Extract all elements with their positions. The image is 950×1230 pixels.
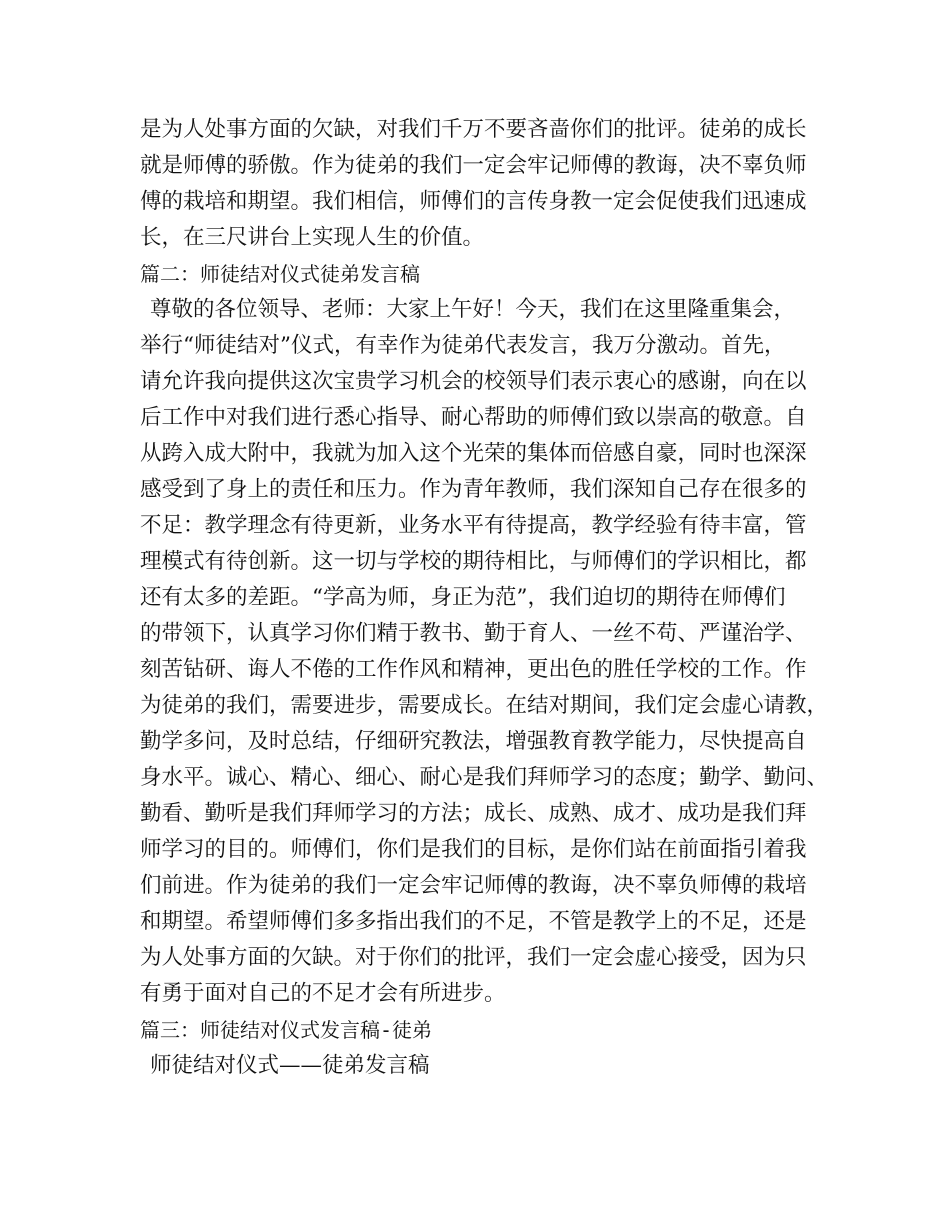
- document-body: [140, 112, 830, 1084]
- text-line: 有勇于面对自己的不足才会有所进步。: [140, 981, 506, 1006]
- text-line: 为徒弟的我们，需要进步，需要成长。在结对期间，我们定会虚心请教，: [140, 693, 829, 718]
- text-line: 身水平。诚心、精心、细心、耐心是我们拜师学习的态度；勤学、勤问、: [140, 765, 829, 790]
- text-line: 理模式有待创新。这一切与学校的期待相比，与师傅们的学识相比，都: [140, 549, 807, 574]
- text-line: 后工作中对我们进行悉心指导、耐心帮助的师傅们致以崇高的敬意。自: [140, 405, 807, 430]
- paragraph-continued: [140, 112, 830, 256]
- text-line: 不足：教学理念有待更新，业务水平有待提高，教学经验有待丰富，管: [140, 513, 807, 538]
- text-line: 刻苦钻研、诲人不倦的工作作风和精神，更出色的胜任学校的工作。作: [140, 657, 807, 682]
- section-heading-3: 篇三：师徒结对仪式发言稿-徒弟: [140, 1018, 433, 1042]
- text-line: 勤学多问，及时总结，仔细研究教法，增强教育教学能力，尽快提高自: [140, 729, 807, 754]
- text-line: 尊敬的各位领导、老师：大家上午好！今天，我们在这里隆重集会，: [150, 297, 796, 322]
- text-line: 长，在三尺讲台上实现人生的价值。: [140, 225, 485, 250]
- text-line: 师学习的目的。师傅们，你们是我们的目标，是你们站在前面指引着我: [140, 837, 807, 862]
- section-subheading-3: 师徒结对仪式——徒弟发言稿: [150, 1053, 430, 1078]
- text-line: 就是师傅的骄傲。作为徒弟的我们一定会牢记师傅的教诲，决不辜负师: [140, 153, 807, 178]
- text-line: 还有太多的差距。“学高为师，身正为范”，我们迫切的期待在师傅们: [140, 585, 786, 610]
- text-line: 从跨入成大附中，我就为加入这个光荣的集体而倍感自豪，同时也深深: [140, 441, 807, 466]
- text-line: 勤看、勤听是我们拜师学习的方法；成长、成熟、成才、成功是我们拜: [140, 801, 807, 826]
- text-line: 感受到了身上的责任和压力。作为青年教师，我们深知自己存在很多的: [140, 477, 807, 502]
- text-line: 举行“师徒结对”仪式，有幸作为徒弟代表发言，我万分激动。首先，: [140, 333, 786, 358]
- text-line: 请允许我向提供这次宝贵学习机会的校领导们表示衷心的感谢，向在以: [140, 369, 807, 394]
- paragraph-2: [140, 292, 830, 1012]
- text-line: 傅的栽培和期望。我们相信，师傅们的言传身教一定会促使我们迅速成: [140, 189, 807, 214]
- text-line: 为人处事方面的欠缺。对于你们的批评，我们一定会虚心接受，因为只: [140, 945, 807, 970]
- section-heading-2: 篇二：师徒结对仪式徒弟发言稿: [140, 262, 420, 286]
- text-line: 和期望。希望师傅们多多指出我们的不足，不管是教学上的不足，还是: [140, 909, 807, 934]
- text-line: 的带领下，认真学习你们精于教书、勤于育人、一丝不苟、严谨治学、: [140, 621, 807, 646]
- text-line: 是为人处事方面的欠缺，对我们千万不要吝啬你们的批评。徒弟的成长: [140, 117, 807, 142]
- text-line: 们前进。作为徒弟的我们一定会牢记师傅的教诲，决不辜负师傅的栽培: [140, 873, 807, 898]
